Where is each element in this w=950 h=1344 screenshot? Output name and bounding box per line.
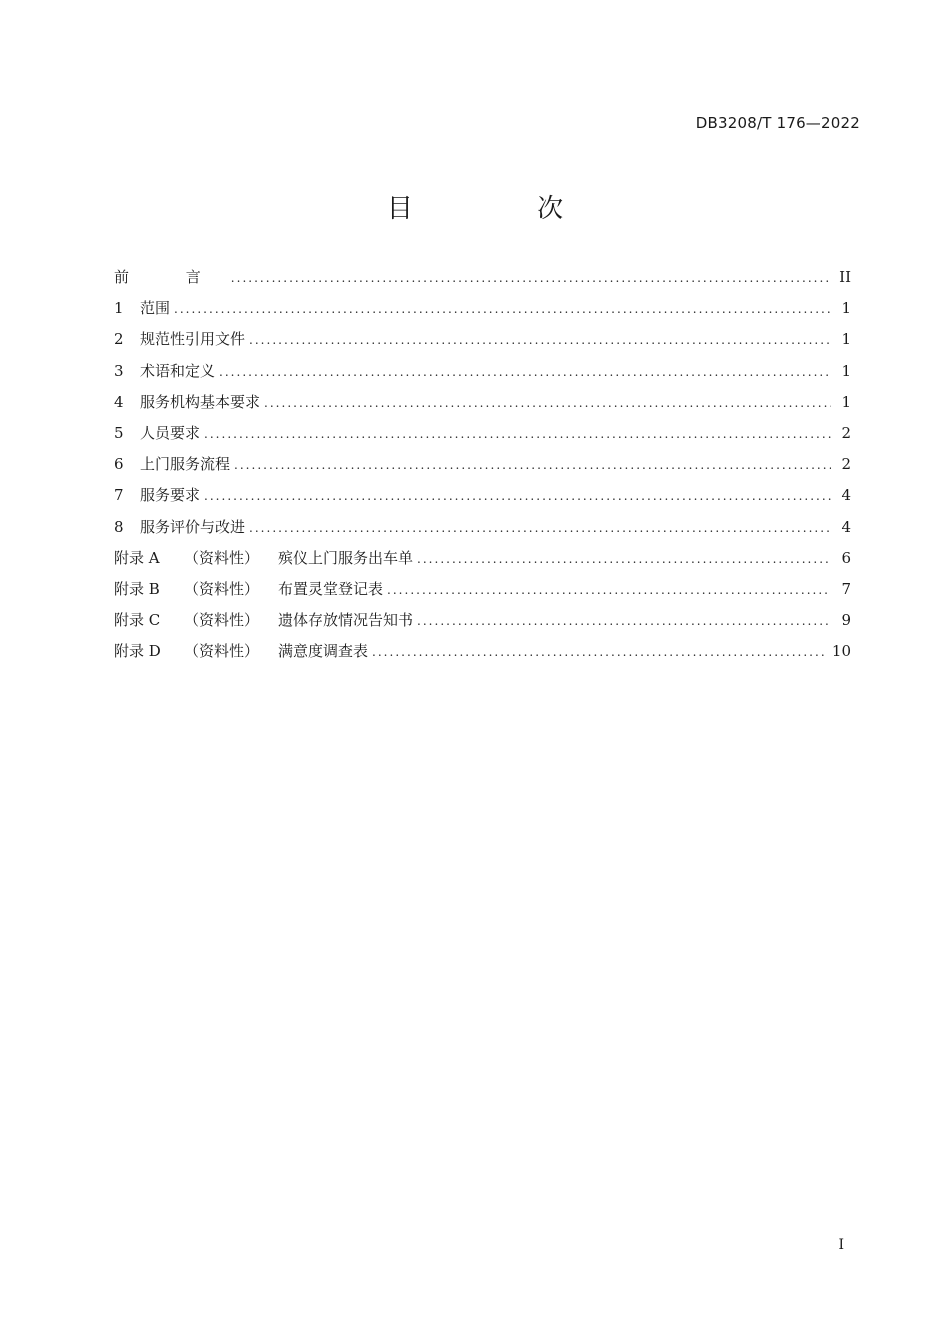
toc-entry-page: 2 [841, 455, 851, 474]
toc-entry-page: 1 [841, 392, 851, 411]
leader-dots [417, 552, 831, 566]
toc-entry-section-1[interactable] [114, 297, 851, 328]
toc-entry-number: 8 [114, 517, 124, 536]
table-of-contents [114, 266, 851, 671]
toc-entry-label: 上门服务流程 [140, 455, 231, 474]
toc-entry-label: 服务评价与改进 [140, 517, 246, 536]
toc-entry-page: II [839, 268, 851, 286]
leader-dots [417, 614, 831, 628]
leader-dots [174, 302, 831, 316]
toc-entry-label: 范围 [140, 299, 171, 318]
toc-entry-number: 3 [114, 361, 124, 380]
toc-entry-label: 布置灵堂登记表 [278, 579, 384, 598]
toc-entry-appendix-a[interactable] [114, 547, 851, 578]
toc-entry-appendix-b[interactable] [114, 578, 851, 609]
toc-entry-label: 服务要求 [140, 486, 201, 505]
toc-entry-page: 10 [831, 642, 851, 661]
toc-entry-number: 4 [114, 392, 124, 411]
toc-entry-section-5[interactable] [114, 422, 851, 453]
leader-dots [249, 521, 831, 535]
appendix-id: 附录 D [114, 642, 161, 661]
toc-entry-number: 1 [114, 299, 124, 318]
toc-entry-appendix-d[interactable] [114, 640, 851, 671]
toc-entry-section-3[interactable] [114, 360, 851, 391]
toc-entry-label: 满意度调查表 [278, 642, 369, 661]
appendix-nature: （资料性） [184, 642, 260, 661]
leader-dots [204, 427, 831, 441]
toc-entry-page: 2 [841, 423, 851, 442]
toc-entry-page: 4 [841, 486, 851, 505]
toc-entry-section-8[interactable] [114, 516, 851, 547]
leader-dots [249, 333, 831, 347]
leader-dots [234, 458, 831, 472]
toc-entry-page: 1 [841, 330, 851, 349]
toc-entry-section-6[interactable] [114, 453, 851, 484]
toc-entry-section-7[interactable] [114, 484, 851, 515]
leader-dots [372, 645, 826, 659]
toc-entry-page: 1 [841, 299, 851, 318]
toc-entry-label: 前 言 [114, 268, 227, 286]
toc-entry-page: 7 [841, 579, 851, 598]
page-number: I [838, 1237, 844, 1253]
toc-entry-number: 5 [114, 423, 124, 442]
toc-entry-number: 2 [114, 330, 124, 349]
toc-entry-page: 4 [841, 517, 851, 536]
toc-entry-label: 遗体存放情况告知书 [278, 611, 414, 630]
standard-code: DB3208/T 176—2022 [695, 114, 860, 132]
toc-entry-section-4[interactable] [114, 391, 851, 422]
appendix-id: 附录 C [114, 611, 161, 630]
toc-entry-foreword[interactable] [114, 266, 851, 297]
appendix-id: 附录 A [114, 548, 160, 567]
toc-entry-number: 7 [114, 486, 124, 505]
toc-entry-section-2[interactable] [114, 328, 851, 359]
leader-dots [219, 365, 831, 379]
appendix-nature: （资料性） [184, 611, 260, 630]
toc-entry-label: 殡仪上门服务出车单 [278, 548, 414, 567]
appendix-id: 附录 B [114, 579, 160, 598]
leader-dots [387, 583, 831, 597]
leader-dots [204, 489, 831, 503]
leader-dots [264, 396, 831, 410]
toc-entry-label: 服务机构基本要求 [140, 392, 261, 411]
toc-entry-label: 人员要求 [140, 423, 201, 442]
toc-title: 目 次 [386, 194, 622, 224]
appendix-nature: （资料性） [184, 579, 260, 598]
appendix-nature: （资料性） [184, 548, 260, 567]
toc-entry-appendix-c[interactable] [114, 609, 851, 640]
toc-entry-page: 9 [841, 611, 851, 630]
toc-entry-label: 术语和定义 [140, 361, 216, 380]
leader-dots [231, 271, 831, 285]
toc-entry-page: 6 [841, 548, 851, 567]
toc-entry-page: 1 [841, 361, 851, 380]
toc-entry-label: 规范性引用文件 [140, 330, 246, 349]
toc-entry-number: 6 [114, 455, 124, 474]
